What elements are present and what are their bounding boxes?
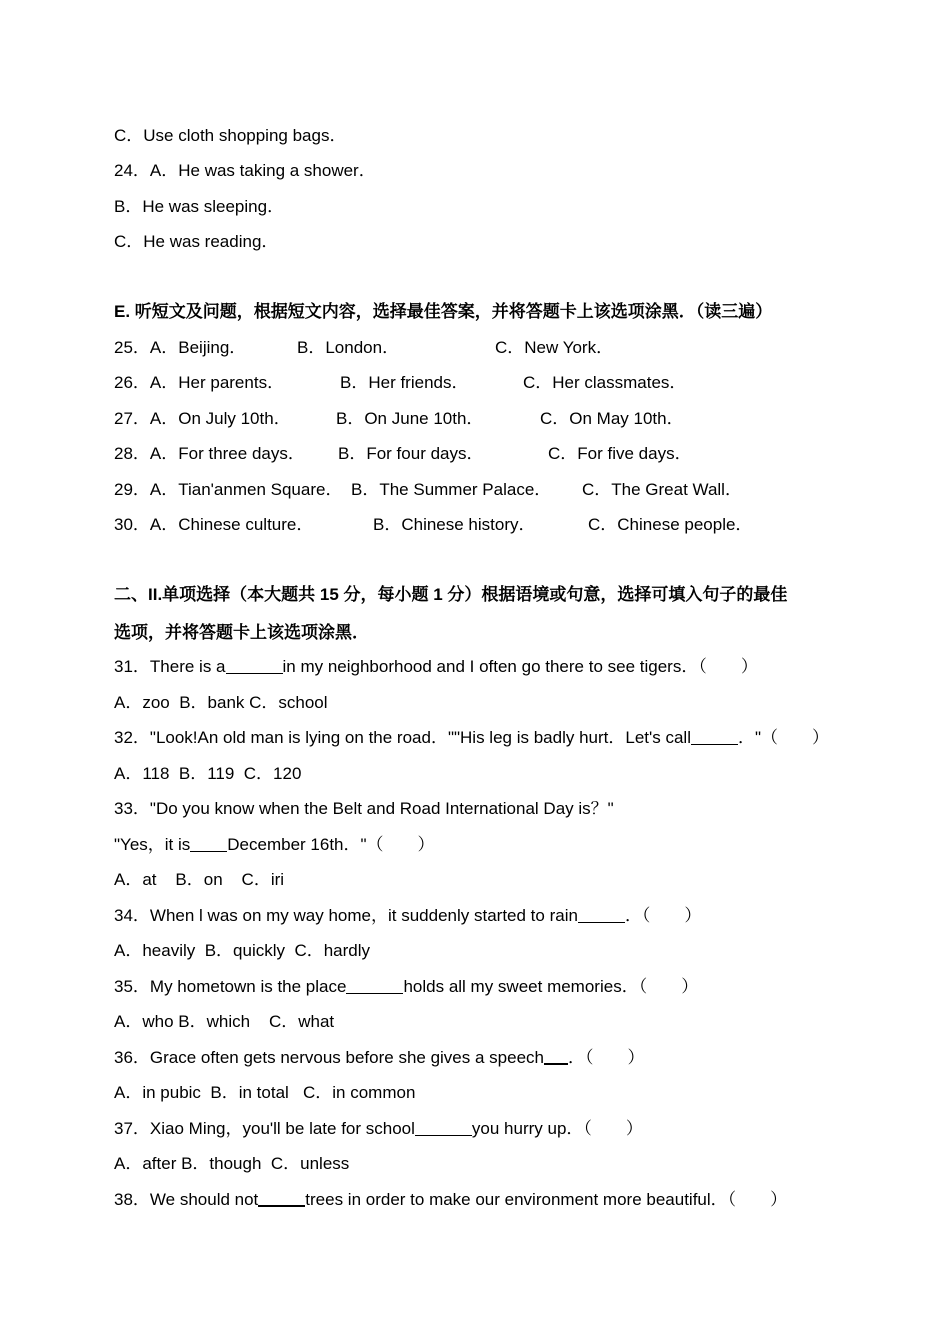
q33-stem-end: December 16th．"（ ） [227,835,435,854]
question-28 [114,441,834,467]
q29-option-b: B．The Summer Palace． [351,480,552,499]
q38-stem-end: trees in order to make our environment more beautiful．（ ） [305,1190,788,1209]
question-32 [114,725,829,751]
question-30 [114,512,834,538]
q30-option-a: 30．A．Chinese culture． [114,515,314,534]
q31-blank [226,655,283,674]
q29-option-a: 29．A．Tian'anmen Square． [114,480,343,499]
q29-option-c: C．The Great Wall． [582,480,742,499]
question-26 [114,370,834,396]
section-ii-heading-line-2: 选项，并将答题卡上该选项涂黑． [114,623,369,642]
q33-blank [190,833,227,852]
q34-blank [578,904,625,923]
q34-options: A．heavily B．quickly C．hardly [114,941,371,960]
q37-stem-start: 37．Xiao Ming，you'll be late for school [114,1119,415,1138]
q26-option-a: 26．A．Her parents． [114,373,285,392]
q36-options: A．in pubic B．in total C．in common [114,1083,416,1102]
question-31 [114,654,758,680]
q38-blank [258,1187,305,1207]
question-33-line-2 [114,832,435,858]
question-37 [114,1116,643,1142]
q30-option-b: B．Chinese history． [373,515,536,534]
section-e-heading: E. 听短文及问题，根据短文内容，选择最佳答案，并将答题卡上该选项涂黑．（读三遍） [114,302,773,321]
q24-option-a: 24．A．He was taking a shower． [114,161,376,180]
question-29 [114,477,834,503]
question-36 [114,1045,644,1071]
q31-stem-end: in my neighborhood and I often go there to see tigers．（ ） [282,657,758,676]
q28-option-b: B．For four days． [338,444,484,463]
q33-stem-start: "Yes，it is [114,835,191,854]
q36-stem-end: ．（ ） [567,1048,645,1067]
q27-option-c: C．On May 10th． [540,409,684,428]
q23-option-c: C．Use cloth shopping bags． [114,126,347,145]
q28-option-c: C．For five days． [548,444,692,463]
q30-option-c: C．Chinese people． [588,515,753,534]
q35-stem-end: holds all my sweet memories．（ ） [403,977,699,996]
question-27 [114,406,834,432]
q32-blank [691,726,738,745]
q37-options: A．after B．though C．unless [114,1154,350,1173]
q35-blank [346,975,403,994]
q37-stem-end: you hurry up．（ ） [471,1119,643,1138]
q32-stem-start: 32．"Look!An old man is lying on the road．""His leg is badly hurt．Let's call [114,728,691,747]
q24-option-c: C．He was reading． [114,232,279,251]
q24-option-b: B．He was sleeping． [114,197,285,216]
q31-options: A．zoo B．bank C．school [114,693,328,712]
question-33-line-1: 33．"Do you know when the Belt and Road International Day is？" [114,799,614,818]
question-35 [114,974,698,1000]
q38-stem-start: 38．We should not [114,1190,259,1209]
q25-option-b: B．London． [297,338,400,357]
question-25 [114,335,834,361]
question-34 [114,903,701,929]
q34-stem-start: 34．When l was on my way home，it suddenly started to rain [114,906,578,925]
q27-option-b: B．On June 10th． [336,409,484,428]
q35-options: A．who B．which C．what [114,1012,335,1031]
q32-stem-end: ．"（ ） [737,728,830,747]
q34-stem-end: ．（ ） [624,906,702,925]
q25-option-c: C．New York． [495,338,614,357]
section-ii-heading-line-1: 二、II.单项选择（本大题共 15 分，每小题 1 分）根据语境或句意，选择可填入句子的最佳 [114,585,788,604]
q25-option-a: 25．A．Beijing． [114,338,247,357]
q31-stem-start: 31．There is a [114,657,226,676]
question-38 [114,1187,787,1213]
q33-options: A．at B．on C．iri [114,870,285,889]
q26-option-c: C．Her classmates． [523,373,687,392]
q35-stem-start: 35．My hometown is the place [114,977,347,996]
q32-options: A．118 B．119 C．120 [114,764,302,783]
q36-stem-start: 36．Grace often gets nervous before she gives a speech [114,1048,544,1067]
q27-option-a: 27．A．On July 10th． [114,409,291,428]
q28-option-a: 28．A．For three days． [114,444,305,463]
q37-blank [415,1117,472,1136]
q36-blank [544,1045,568,1065]
q26-option-b: B．Her friends． [340,373,469,392]
